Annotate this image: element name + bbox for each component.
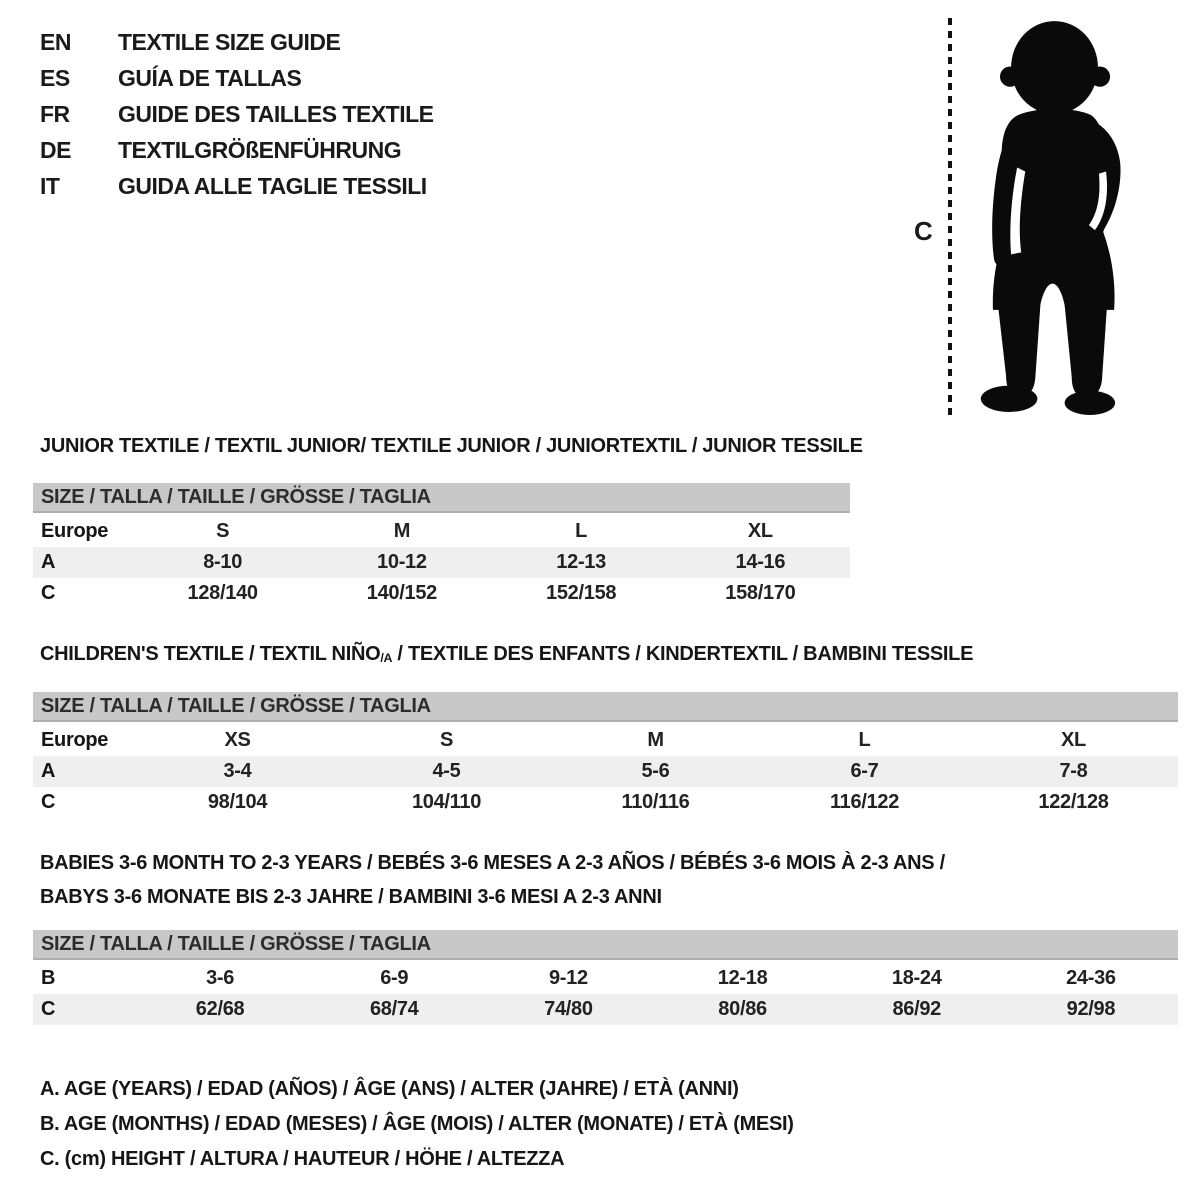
language-row bbox=[40, 168, 434, 204]
table-cell: 122/128 bbox=[1038, 791, 1109, 813]
table-cell: 9-12 bbox=[548, 967, 588, 989]
table-cell: 12-13 bbox=[556, 551, 606, 573]
guide-title: TEXTILGRÖßENFÜHRUNG bbox=[118, 136, 402, 163]
language-row bbox=[40, 24, 434, 60]
size-header-bar: SIZE / TALLA / TAILLE / GRÖSSE / TAGLIA bbox=[33, 930, 1178, 960]
row-label: Europe bbox=[41, 520, 109, 542]
language-row bbox=[40, 60, 434, 96]
table-row bbox=[33, 516, 850, 547]
table-cell: S bbox=[216, 520, 230, 542]
junior-size-table bbox=[33, 483, 850, 609]
row-label: B bbox=[41, 967, 56, 989]
table-cell: L bbox=[575, 520, 588, 542]
table-cell: 110/116 bbox=[621, 791, 690, 813]
table-cell: 68/74 bbox=[369, 998, 419, 1020]
table-cell: 12-18 bbox=[717, 967, 768, 989]
table-cell: 4-5 bbox=[432, 760, 461, 782]
children-size-table bbox=[33, 692, 1178, 818]
children-heading-subscript: /A bbox=[380, 651, 393, 665]
language-row bbox=[40, 132, 434, 168]
footnote-height-cm: C. (cm) HEIGHT / ALTURA / HAUTEUR / HÖHE / ALTEZZA bbox=[40, 1148, 565, 1170]
table-cell: M bbox=[393, 520, 411, 542]
table-row bbox=[33, 725, 1178, 756]
guide-title: GUÍA DE TALLAS bbox=[118, 64, 302, 91]
table-cell: 3-6 bbox=[206, 967, 235, 989]
table-cell: L bbox=[858, 729, 871, 751]
footnote-age-months: B. AGE (MONTHS) / EDAD (MESES) / ÂGE (MOIS) / ALTER (MONATE) / ETÀ (MESI) bbox=[40, 1113, 794, 1135]
row-label: Europe bbox=[41, 729, 109, 751]
size-header-bar: SIZE / TALLA / TAILLE / GRÖSSE / TAGLIA bbox=[33, 483, 850, 513]
table-cell: 6-7 bbox=[850, 760, 879, 782]
language-title-list bbox=[40, 24, 434, 204]
table-cell: 6-9 bbox=[380, 967, 409, 989]
table-cell: XL bbox=[1061, 729, 1086, 751]
table-cell: 5-6 bbox=[641, 760, 670, 782]
table-cell: 158/170 bbox=[725, 582, 796, 604]
junior-section-heading: JUNIOR TEXTILE / TEXTIL JUNIOR/ TEXTILE JUNIOR / JUNIORTEXTIL / JUNIOR TESSILE bbox=[40, 435, 863, 457]
table-cell: 3-4 bbox=[223, 760, 252, 782]
toddler-silhouette-icon bbox=[962, 14, 1142, 418]
table-cell: 92/98 bbox=[1066, 998, 1116, 1020]
table-row bbox=[33, 756, 1178, 787]
measure-c-label: C bbox=[914, 216, 933, 246]
table-cell: 140/152 bbox=[366, 582, 437, 604]
table-cell: XS bbox=[224, 729, 251, 751]
table-cell: 128/140 bbox=[187, 582, 258, 604]
table-cell: 24-36 bbox=[1066, 967, 1116, 989]
babies-heading-line1: BABIES 3-6 MONTH TO 2-3 YEARS / BEBÉS 3-6 MESES A 2-3 AÑOS / BÉBÉS 3-6 MOIS À 2-3 ANS / bbox=[40, 852, 945, 874]
language-code: EN bbox=[40, 28, 71, 55]
table-cell: 14-16 bbox=[735, 551, 786, 573]
language-code: FR bbox=[40, 100, 70, 127]
footnote-age-years: A. AGE (YEARS) / EDAD (AÑOS) / ÂGE (ANS) / ALTER (JAHRE) / ETÀ (ANNI) bbox=[40, 1078, 739, 1100]
size-header-bar: SIZE / TALLA / TAILLE / GRÖSSE / TAGLIA bbox=[33, 692, 1178, 722]
guide-title: GUIDA ALLE TAGLIE TESSILI bbox=[118, 172, 427, 199]
table-cell: 86/92 bbox=[892, 998, 942, 1020]
table-cell: 98/104 bbox=[207, 791, 268, 813]
language-code: IT bbox=[40, 172, 60, 199]
table-cell: 80/86 bbox=[718, 998, 767, 1020]
table-cell: 18-24 bbox=[891, 967, 942, 989]
children-section-heading bbox=[40, 643, 973, 666]
guide-title: GUIDE DES TAILLES TEXTILE bbox=[118, 100, 434, 127]
legend-footnotes bbox=[40, 1072, 794, 1177]
table-cell: S bbox=[439, 729, 454, 751]
table-cell: 10-12 bbox=[377, 551, 427, 573]
table-cell: 152/158 bbox=[546, 582, 617, 604]
table-cell: XL bbox=[747, 520, 773, 542]
row-label: C bbox=[41, 582, 56, 604]
table-cell: 116/122 bbox=[829, 791, 900, 813]
height-measure-figure bbox=[900, 0, 1160, 430]
babies-heading-line2: BABYS 3-6 MONATE BIS 2-3 JAHRE / BAMBINI 3-6 MESI A 2-3 ANNI bbox=[40, 886, 662, 908]
table-cell: 7-8 bbox=[1059, 760, 1088, 782]
babies-section-heading bbox=[40, 846, 945, 914]
language-code: ES bbox=[40, 64, 70, 91]
row-label: C bbox=[41, 998, 56, 1020]
guide-title: TEXTILE SIZE GUIDE bbox=[118, 28, 341, 55]
dashed-height-line bbox=[948, 18, 952, 415]
table-row bbox=[33, 994, 1178, 1025]
row-label: C bbox=[41, 791, 56, 813]
language-row bbox=[40, 96, 434, 132]
table-cell: 74/80 bbox=[544, 998, 593, 1020]
children-heading-text: / TEXTILE DES ENFANTS / KINDERTEXTIL / BAMBINI TESSILE bbox=[392, 643, 974, 665]
table-cell: 8-10 bbox=[203, 551, 243, 573]
children-heading-text: CHILDREN'S TEXTILE / TEXTIL NIÑO bbox=[40, 643, 381, 665]
table-cell: M bbox=[647, 729, 664, 751]
table-row bbox=[33, 578, 850, 609]
row-label: A bbox=[41, 551, 56, 573]
table-row bbox=[33, 547, 850, 578]
table-row bbox=[33, 787, 1178, 818]
row-label: A bbox=[41, 760, 56, 782]
table-row bbox=[33, 963, 1178, 994]
language-code: DE bbox=[40, 136, 71, 163]
table-cell: 62/68 bbox=[195, 998, 245, 1020]
table-cell: 104/110 bbox=[411, 791, 482, 813]
babies-size-table bbox=[33, 930, 1178, 1025]
